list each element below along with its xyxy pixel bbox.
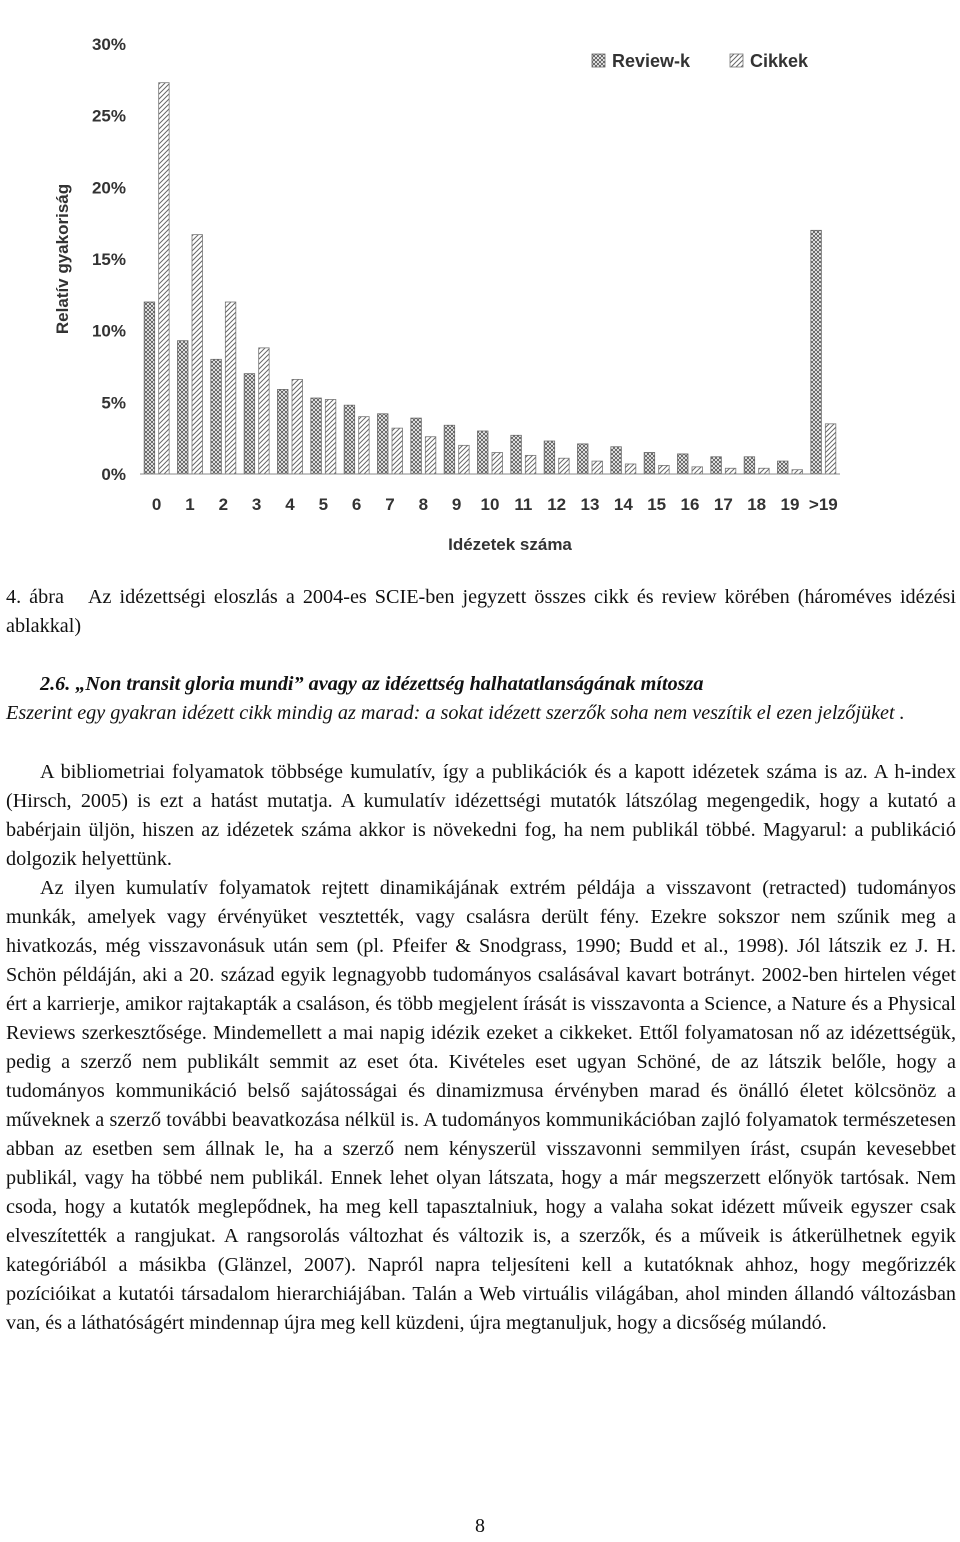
bar-cikkek <box>592 461 603 474</box>
bar-cikkek <box>625 464 636 474</box>
bar-cikkek <box>792 470 803 474</box>
x-tick-label: 7 <box>385 495 395 514</box>
x-tick-label: >19 <box>808 495 838 514</box>
bar-review <box>511 435 522 474</box>
bars-group <box>144 83 836 474</box>
x-tick-label: 18 <box>747 495 767 514</box>
bar-cikkek <box>392 428 403 474</box>
bar-cikkek <box>425 437 436 474</box>
y-ticks-group <box>92 35 126 484</box>
x-tick-label: 6 <box>351 495 362 514</box>
bar-review <box>544 441 555 474</box>
bar-review <box>644 453 655 475</box>
bar-cikkek <box>159 83 170 474</box>
bar-cikkek <box>292 379 303 474</box>
bar-cikkek <box>325 399 336 474</box>
x-tick-label: 4 <box>285 495 295 514</box>
x-axis-title: Idézetek száma <box>448 535 572 554</box>
x-tick-label: 3 <box>251 495 262 514</box>
x-tick-label: 15 <box>647 495 667 514</box>
bar-review <box>578 444 589 474</box>
bar-review <box>278 389 289 474</box>
caption-text: Az idézettségi eloszlás a 2004-es SCIE-ben jegyzett összes cikk és review körében (hároméves idézési ablakkal) <box>6 586 956 637</box>
x-tick-label: 16 <box>680 495 700 514</box>
legend-group <box>592 51 809 71</box>
bar-cikkek <box>692 467 703 474</box>
x-tick-label: 17 <box>713 495 733 514</box>
bar-review <box>144 302 155 474</box>
bar-chart-svg <box>40 18 860 578</box>
bar-review <box>244 374 255 474</box>
bar-review <box>811 230 822 474</box>
bar-cikkek <box>259 348 270 474</box>
y-tick-label: 20% <box>91 178 126 198</box>
bar-cikkek <box>359 417 370 474</box>
bar-review <box>411 418 422 474</box>
bar-review <box>311 398 322 474</box>
x-tick-label: 13 <box>580 495 600 514</box>
bar-review <box>744 457 755 474</box>
paragraph: Az ilyen kumulatív folyamatok rejtett dinamikájának extrém példája a visszavont (retracted) tudományos munkák, amelyek vagy érvényüket vesztették, vagy csalásra derült fény. Ezekre sokszor nem szűnik meg a hivatkozás, még visszavonásuk után sem (pl. Pfeifer & Snodgrass, 1990; Budd et al., 1998). Jól látszik ez J. H. Schön példáján, aki a 20. század egyik legnagyobb tudományos csalásával kavart botrányt. 2002-ben hirtelen véget ért a karrierje, amikor rajtakapták a csaláson, és több megjelent írását is visszavonta a Science, a Nature és a Physical Reviews szerkesztősége. Mindemellett a mai napig idézik ezeket a cikkeket. Ettől folyamatosan nő az idézettségük, pedig a szerző nem publikált semmit az eset óta. Kivételes eset ugyan Schöné, de az látszik belőle, hogy a tudományos kommunikáció belső sajátosságai és dinamizmusa érvényben marad és önálló életet kölcsönöz a műveknek a szerző további beavatkozása nélkül is. A tudományos kommunikációban zajló folyamatok természetesen abban az esetben sem állnak le, ha a szerző nem kényszerül visszavonni semmilyen írást, csupán kevesebbet publikál, vagy ha többé nem publikál. Ennek lehet olyan látszata, hogy a már megszerzett előnyök tartósak. Nem csoda, hogy a kutatók meglepődnek, ha meg kell tapasztalniuk, hogy a valaha sokat idézett műveik egyszer csak elveszítették a rangjukat. A rangsorolás változhat és változik is, a szerzők, és a műveik is átkerülhetnek egyik kategóriából a másikba (Glänzel, 2007). Napról napra teljesíteni kell a kutatóknak ahhoz, hogy megőrizzék pozícióikat a kutatói társadalom hierarchiájában. Talán a Web virtuális világában, ahol minden állandó változásban van, és a láthatóságért mindennap újra meg kell küzdeni, újra megtanuljuk, hogy a dicsőség múlandó. <box>6 877 956 1334</box>
bar-review <box>444 425 455 474</box>
bar-cikkek <box>559 458 570 474</box>
page-number: 8 <box>475 1515 485 1537</box>
x-tick-label: 14 <box>613 495 633 514</box>
bar-review <box>178 341 189 474</box>
y-tick-label: 10% <box>91 321 126 341</box>
x-tick-label: 19 <box>780 495 800 514</box>
x-tick-label: 2 <box>218 495 229 514</box>
legend-swatch-cikkek <box>730 54 743 67</box>
x-tick-label: 10 <box>480 495 500 514</box>
x-tick-label: 1 <box>185 495 195 514</box>
section-heading <box>6 670 956 728</box>
bar-review <box>344 405 355 474</box>
bar-review <box>211 359 222 474</box>
bar-cikkek <box>225 302 236 474</box>
legend-label-review: Review-k <box>612 51 691 71</box>
figure-caption <box>6 583 956 641</box>
y-tick-label: 5% <box>101 393 126 413</box>
y-tick-label: 30% <box>91 35 126 54</box>
y-tick-label: 0% <box>101 465 126 484</box>
bar-review <box>611 447 622 474</box>
bar-review <box>711 457 722 474</box>
x-tick-label: 8 <box>418 495 429 514</box>
x-tick-label: 9 <box>451 495 462 514</box>
body-text <box>6 758 956 1338</box>
x-tick-label: 5 <box>318 495 329 514</box>
bar-cikkek <box>659 465 670 474</box>
bar-cikkek <box>459 445 470 474</box>
bar-review <box>678 454 689 474</box>
bar-cikkek <box>525 455 536 474</box>
section-subtitle: Eszerint egy gyakran idézett cikk mindig az marad: a sokat idézett szerzők soha nem veszítik el ezen jelzőjüket . <box>6 702 905 724</box>
x-ticks-group <box>152 495 838 514</box>
bar-cikkek <box>759 468 770 474</box>
paragraph: A bibliometriai folyamatok többsége kumulatív, így a publikációk és a kapott idézetek száma is az. A h-index (Hirsch, 2005) is ezt a hatást mutatja. A kumulatív idézettségi mutatók látszólag megengedik, hogy a kutató a babérjain üljön, hiszen az idézetek száma akkor is növekedni fog, ha nem publikál többé. Magyarul: a publikáció dolgozik helyettünk. <box>6 761 956 870</box>
legend-swatch-review <box>592 54 605 67</box>
y-tick-label: 15% <box>91 250 126 269</box>
bar-review <box>478 431 489 474</box>
bar-review <box>378 414 389 474</box>
y-axis-title: Relatív gyakoriság <box>53 183 72 335</box>
citation-distribution-chart <box>40 18 860 578</box>
legend-label-cikkek: Cikkek <box>750 51 809 71</box>
x-tick-label: 11 <box>514 495 533 514</box>
x-tick-label: 12 <box>547 495 567 514</box>
bar-cikkek <box>192 235 203 474</box>
bar-cikkek <box>725 468 736 474</box>
bar-cikkek <box>825 424 836 474</box>
caption-label: 4. ábra <box>6 586 64 608</box>
section-title: 2.6. „Non transit gloria mundi” avagy az idézettség halhatatlanságának mítosza <box>40 673 704 695</box>
bar-review <box>778 461 789 474</box>
y-axis-title-group <box>53 184 72 334</box>
x-tick-label: 0 <box>151 495 162 514</box>
bar-cikkek <box>492 453 503 475</box>
y-tick-label: 25% <box>91 106 126 126</box>
